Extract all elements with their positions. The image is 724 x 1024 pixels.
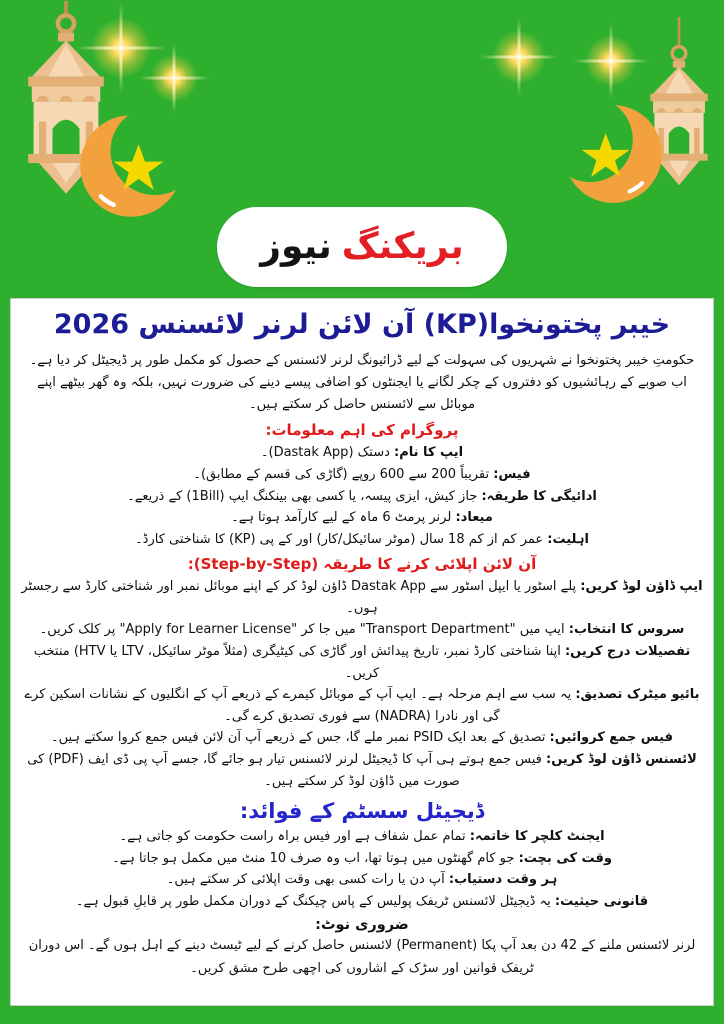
- step-item-text: ایپ میں "Transport Department" میں جا کر "Apply for Learner License" پر کلک کریں۔: [39, 622, 565, 638]
- step-item-text: تصدیق کے بعد ایک PSID نمبر ملے گا، جس کے ذریعے آپ آن لائن فیس جمع کروا سکتے ہیں۔: [51, 730, 546, 746]
- step-item-text: پلے اسٹور یا ایپل اسٹور سے Dastak App ڈاؤن لوڈ کر کے اپنے موبائل نمبر اور شناختی کارڈ سے رجسٹر ہوں۔: [21, 579, 577, 616]
- section-header-benefits: ڈیجیٹل سسٹم کے فوائد:: [239, 799, 485, 824]
- section-header-apply-steps: آن لائن اپلائی کرنے کا طریقہ (Step-by-Step):: [187, 555, 537, 574]
- step-item: [21, 576, 703, 619]
- glow-star-icon: [583, 33, 639, 89]
- info-item-label: میعاد:: [455, 510, 493, 526]
- article-intro: حکومتِ خیبر پختونخوا نے شہریوں کی سہولت کے لیے ڈرائیونگ لرنر لائسنس کے حصول کو مکمل طور پر ڈیجیٹل کر دیا ہے۔ اب صوبے کے رہائشیوں کو دفتروں کے چکر لگانے یا ایجنٹوں کو اضافی پیسے دینے کی ضرورت نہیں، بلکہ وہ گھر بیٹھے اپنے موبائل سے لائسنس حاصل کر سکتے ہیں۔: [29, 353, 695, 413]
- step-item: [21, 619, 703, 641]
- benefit-item-label: وقت کی بچت:: [518, 850, 612, 866]
- info-item: [21, 507, 703, 529]
- info-item-text: جاز کیش، ایزی پیسہ، یا کسی بھی بینکنگ ایپ (1Bill) کے ذریعے۔: [127, 488, 478, 504]
- note-text: لرنر لائسنس ملنے کے 42 دن بعد آپ پکا (Permanent) لائسنس حاصل کرنے کے لیے ٹیسٹ دینے کے اہل ہوں گے۔ اس دوران ٹریفک قوانین اور سڑک کے اشاروں کی اچھی طرح مشق کریں۔: [28, 938, 696, 976]
- glow-star-icon: [148, 52, 200, 104]
- info-item-text: لرنر پرمٹ 6 ماہ کے لیے کارآمد ہوتا ہے۔: [231, 510, 452, 526]
- step-item: [21, 641, 703, 684]
- badge-word-breaking: بریکنگ: [341, 226, 464, 267]
- info-item-label: اہلیت:: [547, 531, 589, 547]
- step-item: [21, 727, 703, 749]
- step-item-label: تفصیلات درج کریں:: [564, 644, 691, 660]
- benefit-item: [21, 891, 703, 913]
- badge-word-news: نیوز: [260, 226, 332, 267]
- step-item-text: فیس جمع ہوتے ہی آپ کا ڈیجیٹل لرنر لائسنس تیار ہو جائے گا، جسے آپ پی ڈی ایف (PDF) کی صورت میں ڈاؤن لوڈ کر سکتے ہیں۔: [27, 751, 542, 789]
- benefit-item-label: قانونی حیثیت:: [554, 893, 649, 909]
- step-item-label: ایپ ڈاؤن لوڈ کریں:: [580, 579, 703, 595]
- info-item-label: ادائیگی کا طریقہ:: [481, 488, 597, 504]
- benefit-item: [21, 869, 703, 891]
- info-item: [21, 442, 703, 464]
- info-item-text: تقریباً 200 سے 600 روپے (گاڑی کی قسم کے مطابق)۔: [193, 467, 490, 482]
- breaking-news-badge: [217, 207, 507, 287]
- glow-star-icon: [490, 28, 548, 86]
- section-header-note: ضروری نوٹ:: [315, 917, 409, 934]
- benefit-item: [21, 826, 703, 848]
- benefit-item-text: تمام عمل شفاف ہے اور فیس براہ راست حکومت کو جاتی ہے۔: [119, 829, 466, 845]
- benefit-item-text: یہ ڈیجیٹل لائسنس ٹریفک پولیس کے پاس چیکنگ کے دوران مکمل طور پر قابلِ قبول ہے۔: [75, 893, 551, 909]
- article-card: [10, 298, 714, 1006]
- step-item-label: سروس کا انتخاب:: [568, 622, 685, 638]
- step-item-text: اپنا شناختی کارڈ نمبر، تاریخ پیدائش اور گاڑی کی کیٹیگری (مثلاً موٹر سائیکل، LTV یا HTV) منتخب کریں۔: [33, 644, 561, 681]
- info-item: [21, 464, 703, 486]
- info-item-text: دستک (Dastak App)۔: [260, 445, 390, 461]
- info-item-text: عمر کم از کم 18 سال (موٹر سائیکل/کار) اور کے پی (KP) کا شناختی کارڈ۔: [135, 531, 544, 547]
- step-item: [21, 749, 703, 792]
- benefit-item-label: ایجنٹ کلچر کا خاتمہ:: [469, 829, 605, 845]
- info-item-label: ایپ کا نام:: [394, 445, 464, 461]
- step-item-label: بائیو میٹرک تصدیق:: [575, 687, 700, 703]
- benefit-item-text: جو کام گھنٹوں میں ہوتا تھا، اب وہ صرف 10 منٹ میں مکمل ہو جاتا ہے۔: [112, 850, 515, 866]
- benefit-item-text: آپ دن یا رات کسی بھی وقت اپلائی کر سکتے ہیں۔: [166, 872, 445, 888]
- section-header-program-info: پروگرام کی اہم معلومات:: [265, 421, 459, 440]
- benefit-item: [21, 848, 703, 870]
- article-title: خیبر پختونخوا(KP) آن لائن لرنر لائسنس 2026: [53, 309, 671, 340]
- crescent-star-icon: [75, 112, 187, 220]
- benefit-item-label: ہر وقت دستیاب:: [448, 872, 558, 888]
- step-item-label: فیس جمع کروائیں:: [549, 730, 673, 746]
- step-item-text: یہ سب سے اہم مرحلہ ہے۔ ایپ آپ کے موبائل کیمرے کے ذریعے آپ کے انگلیوں کے نشانات اسکین کرے گی اور نادرا (NADRA) سے فوری تصدیق کرے گی۔: [24, 687, 572, 724]
- info-item: [21, 486, 703, 508]
- info-item-label: فیس:: [493, 467, 531, 482]
- crescent-star-icon: [558, 102, 668, 206]
- step-item-label: لائسنس ڈاؤن لوڈ کریں:: [546, 751, 697, 767]
- step-item: [21, 684, 703, 727]
- info-item: [21, 529, 703, 551]
